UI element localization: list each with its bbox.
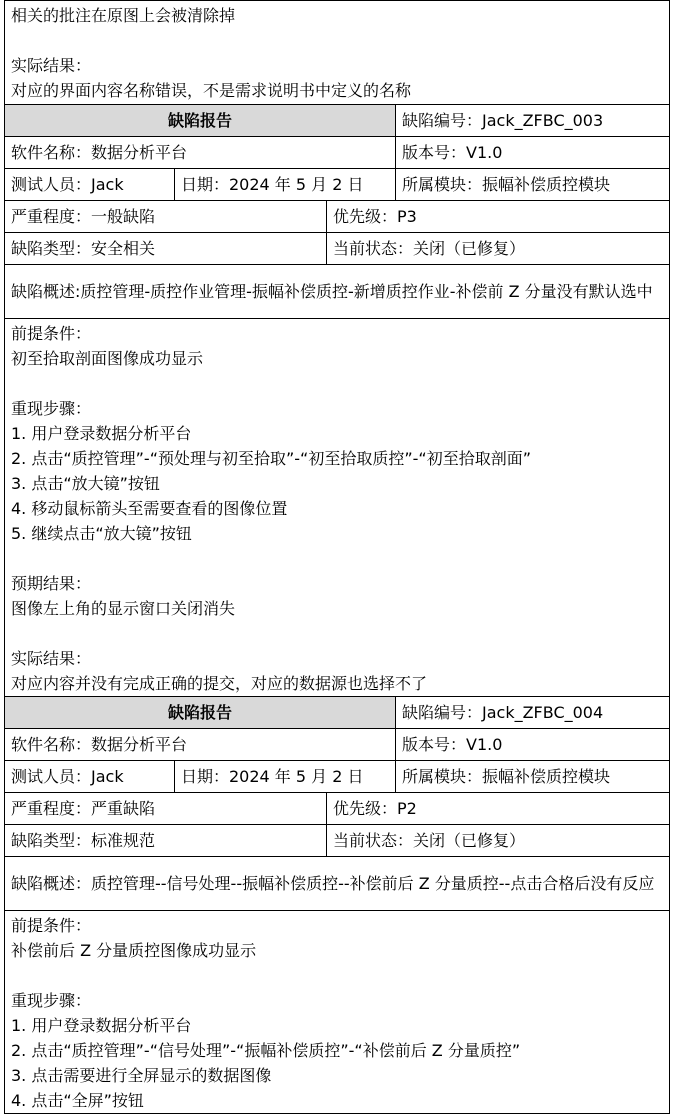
defect-report-table — [4, 0, 670, 1114]
report-1-summary: 缺陷概述:质控管理-质控作业管理-振幅补偿质控-新增质控作业-补偿前 Z 分量没有默认选中 — [5, 265, 670, 319]
report-1-status: 当前状态：关闭（已修复） — [327, 233, 670, 265]
report-1-pre-text: 初至拾取剖面图像成功显示 — [11, 349, 204, 368]
report-2-step: 3. 点击需要进行全屏显示的数据图像 — [11, 1066, 272, 1085]
intro-block — [5, 1, 670, 105]
report-1-date: 日期：2024 年 5 月 2 日 — [175, 169, 396, 201]
report-1-step: 4. 移动鼠标箭头至需要查看的图像位置 — [11, 499, 288, 518]
report-2-pre-text: 补偿前后 Z 分量质控图像成功显示 — [11, 941, 257, 960]
report-1-step: 1. 用户登录数据分析平台 — [11, 424, 192, 443]
intro-note: 相关的批注在原图上会被清除掉 — [11, 6, 236, 25]
report-1-row-type — [5, 233, 670, 265]
report-1-tester: 测试人员：Jack — [5, 169, 175, 201]
report-1-title: 缺陷报告 — [5, 105, 396, 137]
report-2-priority: 优先级：P2 — [327, 793, 670, 825]
report-1-row-software — [5, 137, 670, 169]
report-2-type: 缺陷类型：标准规范 — [5, 825, 327, 857]
report-2-row-software — [5, 729, 670, 761]
report-1-header — [5, 105, 670, 137]
report-1-step: 5. 继续点击“放大镜”按钮 — [11, 524, 192, 543]
report-1-step: 2. 点击“质控管理”-“预处理与初至拾取”-“初至拾取质控”-“初至拾取剖面” — [11, 449, 531, 468]
report-1-expected-text: 图像左上角的显示窗口关闭消失 — [11, 599, 236, 618]
report-1-id: 缺陷编号：Jack_ZFBC_003 — [396, 105, 670, 137]
intro-actual-label: 实际结果： — [11, 56, 92, 75]
report-2-id: 缺陷编号：Jack_ZFBC_004 — [396, 697, 670, 729]
document-page — [4, 0, 669, 1115]
report-2-pre-label: 前提条件： — [11, 916, 92, 935]
report-2-row-tester — [5, 761, 670, 793]
report-2-step: 2. 点击“质控管理”-“信号处理”-“振幅补偿质控”-“补偿前后 Z 分量质控” — [11, 1041, 521, 1060]
report-2-step: 1. 用户登录数据分析平台 — [11, 1016, 192, 1035]
report-2-version: 版本号：V1.0 — [396, 729, 670, 761]
intro-actual-text: 对应的界面内容名称错误，不是需求说明书中定义的名称 — [11, 81, 412, 100]
report-1-priority: 优先级：P3 — [327, 201, 670, 233]
report-1-details — [5, 319, 670, 697]
report-2-step: 4. 点击“全屏”按钮 — [11, 1091, 144, 1110]
report-2-details — [5, 911, 670, 1114]
report-2-row-severity — [5, 793, 670, 825]
report-2-severity: 严重程度：严重缺陷 — [5, 793, 327, 825]
report-2-summary: 缺陷概述：质控管理--信号处理--振幅补偿质控--补偿前后 Z 分量质控--点击合格后没有反应 — [5, 857, 670, 911]
report-1-module: 所属模块：振幅补偿质控模块 — [396, 169, 670, 201]
report-1-actual-text: 对应内容并没有完成正确的提交，对应的数据源也选择不了 — [11, 674, 428, 693]
report-2-row-type — [5, 825, 670, 857]
report-2-title: 缺陷报告 — [5, 697, 396, 729]
report-2-module: 所属模块：振幅补偿质控模块 — [396, 761, 670, 793]
report-1-severity: 严重程度：一般缺陷 — [5, 201, 327, 233]
report-2-header — [5, 697, 670, 729]
report-1-row-summary — [5, 265, 670, 319]
report-1-steps-label: 重现步骤： — [11, 399, 92, 418]
report-1-row-tester — [5, 169, 670, 201]
report-1-version: 版本号：V1.0 — [396, 137, 670, 169]
report-2-steps-label: 重现步骤： — [11, 991, 92, 1010]
report-1-actual-label: 实际结果： — [11, 649, 92, 668]
report-1-pre-label: 前提条件： — [11, 324, 92, 343]
report-1-expected-label: 预期结果： — [11, 574, 92, 593]
report-2-tester: 测试人员：Jack — [5, 761, 175, 793]
report-2-row-summary — [5, 857, 670, 911]
report-1-type: 缺陷类型：安全相关 — [5, 233, 327, 265]
report-2-software: 软件名称：数据分析平台 — [5, 729, 396, 761]
report-1-step: 3. 点击“放大镜”按钮 — [11, 474, 160, 493]
report-1-row-severity — [5, 201, 670, 233]
report-2-date: 日期：2024 年 5 月 2 日 — [175, 761, 396, 793]
report-1-software: 软件名称：数据分析平台 — [5, 137, 396, 169]
report-2-status: 当前状态：关闭（已修复） — [327, 825, 670, 857]
